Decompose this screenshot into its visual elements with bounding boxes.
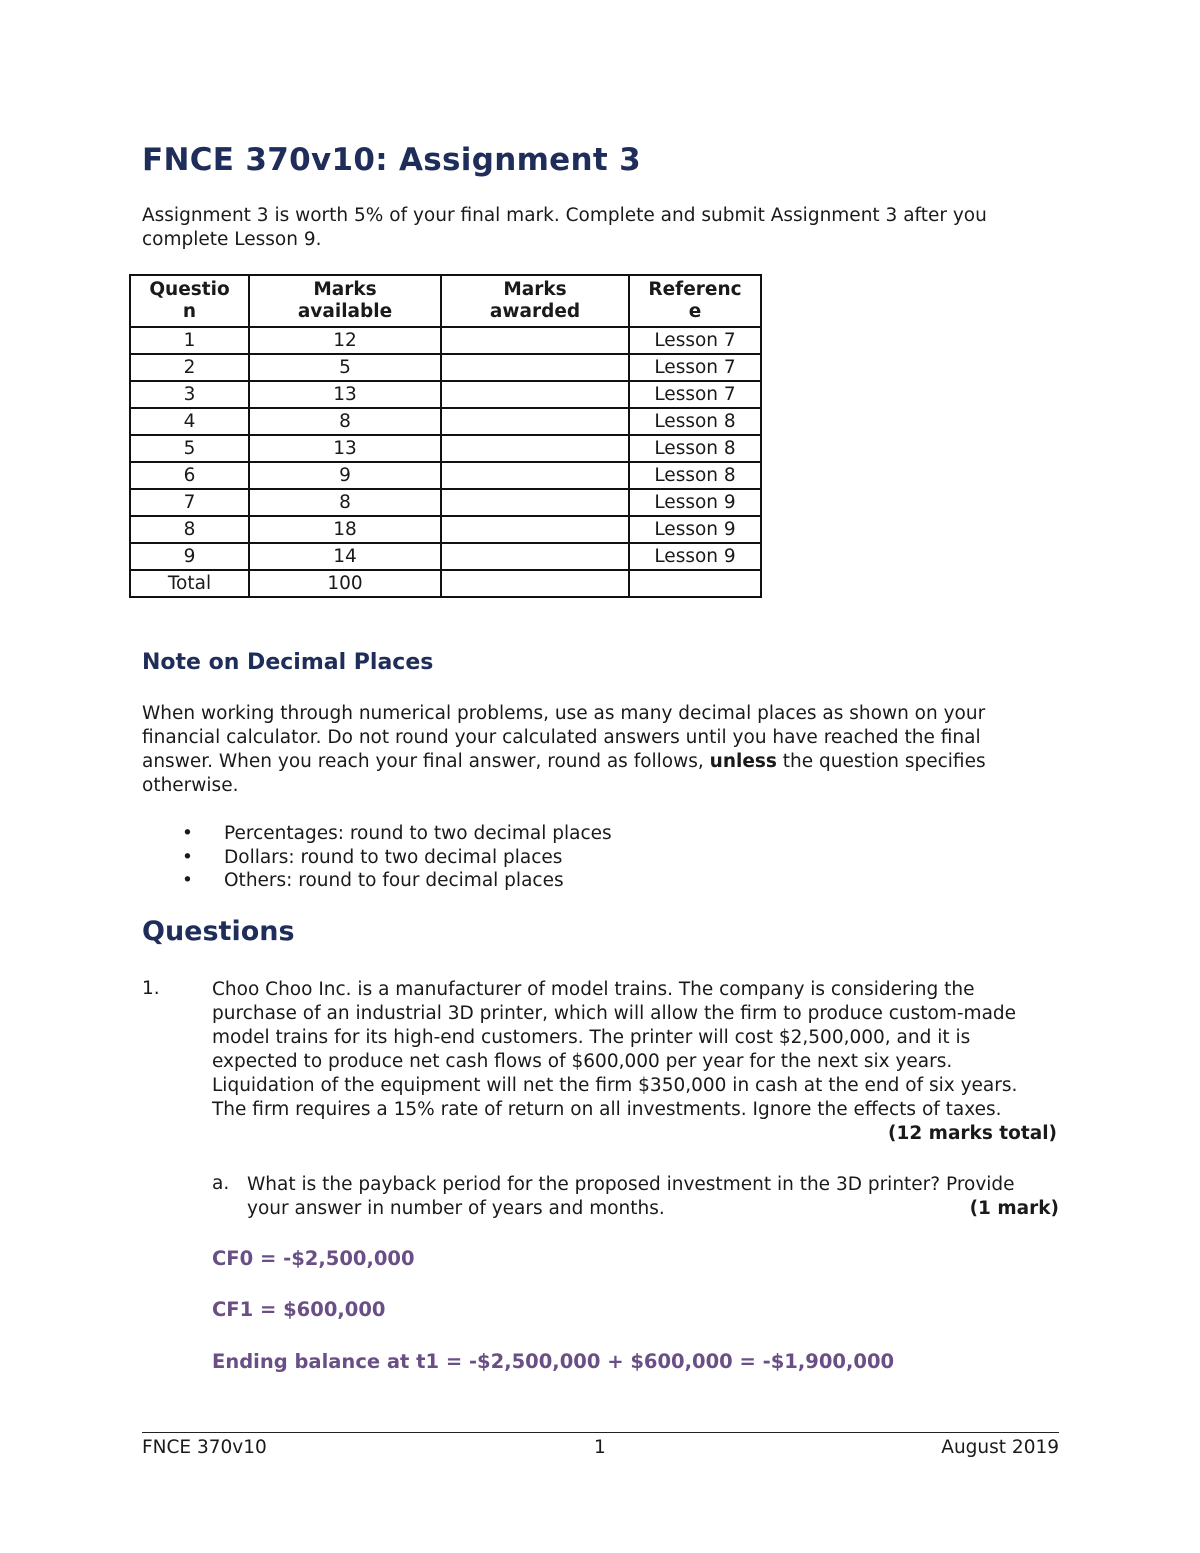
cell-question: 2 xyxy=(130,354,249,381)
cell-marks-awarded xyxy=(441,408,629,435)
document-title: FNCE 370v10: Assignment 3 xyxy=(142,142,641,178)
cell-marks-available: 13 xyxy=(249,435,441,462)
cell-marks-available: 100 xyxy=(249,570,441,597)
cell-question: 1 xyxy=(130,327,249,354)
table-row xyxy=(130,489,761,516)
answer-line-2: CF1 = $600,000 xyxy=(212,1298,386,1321)
cell-reference: Lesson 7 xyxy=(629,381,761,408)
cell-question: 3 xyxy=(130,381,249,408)
footer-divider xyxy=(142,1432,1059,1433)
list-item xyxy=(142,822,612,846)
cell-question: 9 xyxy=(130,543,249,570)
cell-marks-awarded xyxy=(441,327,629,354)
bullet-icon: • xyxy=(182,846,193,868)
cell-marks-available: 13 xyxy=(249,381,441,408)
list-item xyxy=(142,869,612,893)
intro-paragraph: Assignment 3 is worth 5% of your final mark. Complete and submit Assignment 3 after you complete Lesson 9. xyxy=(142,205,987,250)
cell-reference xyxy=(629,570,761,597)
cell-reference: Lesson 9 xyxy=(629,489,761,516)
marks-table-body xyxy=(130,327,761,597)
cell-marks-awarded xyxy=(441,381,629,408)
cell-marks-awarded xyxy=(441,489,629,516)
list-item-text: Percentages: round to two decimal places xyxy=(224,823,612,844)
cell-question: 8 xyxy=(130,516,249,543)
header-marks-awarded: Marks awarded xyxy=(441,275,629,327)
question-1-marks: (12 marks total) xyxy=(888,1123,1057,1144)
cell-marks-awarded xyxy=(441,570,629,597)
table-row xyxy=(130,354,761,381)
cell-marks-awarded xyxy=(441,516,629,543)
table-row xyxy=(130,543,761,570)
cell-marks-awarded xyxy=(441,543,629,570)
cell-question: 4 xyxy=(130,408,249,435)
decimal-note-paragraph xyxy=(142,702,1057,798)
marks-table xyxy=(129,274,762,598)
cell-reference: Lesson 7 xyxy=(629,327,761,354)
bullet-icon: • xyxy=(182,823,193,844)
table-row xyxy=(130,381,761,408)
footer-date: August 2019 xyxy=(941,1437,1059,1458)
question-1-text xyxy=(212,978,1057,1146)
cell-reference: Lesson 8 xyxy=(629,435,761,462)
table-row xyxy=(130,435,761,462)
decimal-note-emphasis: unless xyxy=(709,751,777,772)
part-a-text xyxy=(247,1173,1059,1221)
list-item-text: Others: round to four decimal places xyxy=(224,870,564,891)
footer-course-code: FNCE 370v10 xyxy=(142,1437,267,1458)
table-total-row xyxy=(130,570,761,597)
list-item-text: Dollars: round to two decimal places xyxy=(224,846,563,868)
cell-marks-awarded xyxy=(441,354,629,381)
answer-line-1: CF0 = -$2,500,000 xyxy=(212,1247,415,1270)
cell-reference: Lesson 8 xyxy=(629,462,761,489)
bullet-icon: • xyxy=(182,870,193,891)
footer-page-number: 1 xyxy=(594,1437,606,1458)
cell-marks-available: 9 xyxy=(249,462,441,489)
cell-reference: Lesson 9 xyxy=(629,516,761,543)
header-question: Questio n xyxy=(130,275,249,327)
questions-heading: Questions xyxy=(142,916,295,947)
decimal-note-heading: Note on Decimal Places xyxy=(142,650,434,675)
cell-question: 5 xyxy=(130,435,249,462)
decimal-note-text-2: the question specifies otherwise. xyxy=(142,751,986,796)
header-marks-available: Marks available xyxy=(249,275,441,327)
cell-question: 7 xyxy=(130,489,249,516)
cell-reference: Lesson 7 xyxy=(629,354,761,381)
cell-reference: Lesson 8 xyxy=(629,408,761,435)
cell-marks-available: 5 xyxy=(249,354,441,381)
list-item xyxy=(142,846,612,870)
rounding-rules-list xyxy=(142,822,612,893)
cell-marks-available: 18 xyxy=(249,516,441,543)
cell-question: 6 xyxy=(130,462,249,489)
table-row xyxy=(130,516,761,543)
cell-marks-awarded xyxy=(441,462,629,489)
table-row xyxy=(130,408,761,435)
cell-reference: Lesson 9 xyxy=(629,543,761,570)
question-1-number: 1. xyxy=(142,978,160,999)
table-row xyxy=(130,462,761,489)
part-a-body: What is the payback period for the proposed investment in the 3D printer? Provide your answer in number of years and months. xyxy=(247,1174,1015,1219)
cell-marks-awarded xyxy=(441,435,629,462)
question-1-body: Choo Choo Inc. is a manufacturer of model trains. The company is considering the purchase of an industrial 3D printer, which will allow the firm to produce custom-made model trains for its high-end customers. The printer will cost $2,500,000, and it is expected to produce net cash flows of $600,000 per year for the next six years. Liquidation of the equipment will net the firm $350,000 in cash at the end of six years. The firm requires a 15% rate of return on all investments. Ignore the effects of taxes. xyxy=(212,979,1018,1120)
decimal-note-text-1: When working through numerical problems, use as many decimal places as shown on your financial calculator. Do not round your calculated answers until you have reached the final answer. When you reach your final answer, round as follows, xyxy=(142,703,986,772)
cell-question: Total xyxy=(130,570,249,597)
cell-marks-available: 14 xyxy=(249,543,441,570)
cell-marks-available: 12 xyxy=(249,327,441,354)
table-header-row xyxy=(130,275,761,327)
table-row xyxy=(130,327,761,354)
part-a-letter: a. xyxy=(212,1173,230,1194)
cell-marks-available: 8 xyxy=(249,489,441,516)
part-a-marks: (1 mark) xyxy=(969,1198,1059,1219)
answer-line-3: Ending balance at t1 = -$2,500,000 + $600,000 = -$1,900,000 xyxy=(212,1350,895,1373)
cell-marks-available: 8 xyxy=(249,408,441,435)
header-reference: Referenc e xyxy=(629,275,761,327)
